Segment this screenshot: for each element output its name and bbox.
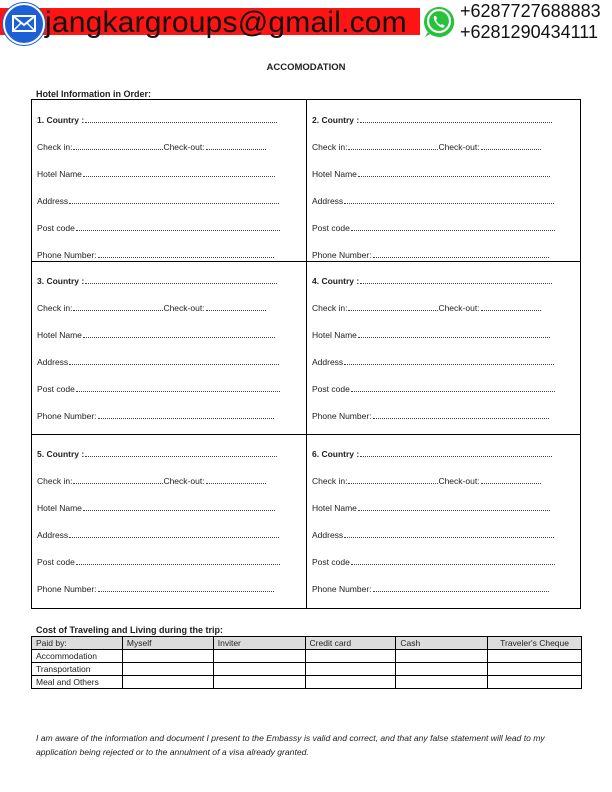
hotel-field-row: [37, 411, 274, 421]
hotel-field-row: [312, 530, 554, 540]
country-field[interactable]: [85, 116, 277, 123]
contact-email[interactable]: jangkargroups@gmail.com: [45, 6, 407, 39]
check-out-field[interactable]: [206, 477, 266, 484]
post-code-field[interactable]: [351, 385, 555, 392]
hotel-field-row: [312, 584, 549, 594]
address-field[interactable]: [344, 358, 554, 365]
country-field[interactable]: [360, 450, 552, 457]
address-field[interactable]: [69, 531, 279, 538]
row-label: Meal and Others: [32, 676, 123, 689]
hotel-name-field[interactable]: [358, 170, 550, 177]
hotel-field-row: [37, 357, 279, 367]
hotel-field-row: [312, 115, 552, 125]
hotel-name-label: Hotel Name: [37, 169, 82, 179]
hotel-field-row: [37, 115, 277, 125]
cost-table-header: [32, 637, 582, 650]
hotel-field-row: [37, 449, 277, 459]
input-cell[interactable]: [213, 650, 305, 663]
check-out-label: Check-out:: [438, 476, 480, 486]
hotel-section-label: Hotel Information in Order:: [36, 89, 152, 99]
hotel-name-field[interactable]: [83, 170, 275, 177]
grid-divider-row1: [32, 261, 580, 262]
address-label: Address: [312, 196, 344, 206]
input-cell[interactable]: [213, 676, 305, 689]
input-cell[interactable]: [488, 663, 582, 676]
country-field[interactable]: [360, 116, 552, 123]
input-cell[interactable]: [396, 676, 488, 689]
phone-number-label: Phone Number:: [37, 411, 97, 421]
hotel-name-label: Hotel Name: [37, 330, 82, 340]
phone-number-field[interactable]: [373, 412, 549, 419]
input-cell[interactable]: [305, 663, 396, 676]
check-out-label: Check-out:: [438, 142, 480, 152]
phone-number-field[interactable]: [373, 251, 549, 258]
post-code-label: Post code: [312, 223, 350, 233]
hotel-field-row: [37, 503, 275, 513]
country-label: 3. Country :: [37, 276, 85, 286]
row-label: Transportation: [32, 663, 123, 676]
post-code-field[interactable]: [76, 385, 280, 392]
hotel-field-row: [37, 530, 279, 540]
address-label: Address: [312, 357, 344, 367]
hotel-field-row: [312, 196, 554, 206]
hotel-field-row: [312, 142, 541, 152]
country-label: 1. Country :: [37, 115, 85, 125]
phone-number-field[interactable]: [98, 585, 274, 592]
phone-number-field[interactable]: [373, 585, 549, 592]
grid-divider-row2: [32, 434, 580, 435]
check-out-label: Check-out:: [163, 303, 205, 313]
hotel-field-row: [37, 250, 274, 260]
check-in-label: Check in:: [312, 303, 348, 313]
address-field[interactable]: [344, 197, 554, 204]
hotel-field-row: [37, 584, 274, 594]
check-in-label: Check in:: [312, 142, 348, 152]
input-cell[interactable]: [305, 676, 396, 689]
check-in-field[interactable]: [348, 477, 438, 484]
hotel-field-row: [312, 503, 550, 513]
post-code-field[interactable]: [351, 224, 555, 231]
address-field[interactable]: [69, 197, 279, 204]
hotel-name-field[interactable]: [83, 331, 275, 338]
address-label: Address: [37, 530, 69, 540]
hotel-info-grid: [31, 99, 581, 609]
hotel-field-row: [312, 557, 555, 567]
hotel-field-row: [312, 303, 541, 313]
check-in-field[interactable]: [73, 477, 163, 484]
country-field[interactable]: [85, 277, 277, 284]
table-row: [32, 663, 582, 676]
contact-phones: [460, 1, 601, 43]
hotel-field-row: [37, 476, 266, 486]
hotel-name-label: Hotel Name: [312, 330, 357, 340]
country-label: 6. Country :: [312, 449, 360, 459]
post-code-field[interactable]: [76, 558, 280, 565]
input-cell[interactable]: [488, 650, 582, 663]
phone-number-label: Phone Number:: [312, 250, 372, 260]
grid-divider-vertical: [306, 100, 307, 608]
input-cell[interactable]: [488, 676, 582, 689]
header-cell: Traveler's Cheque: [488, 637, 582, 650]
check-in-label: Check in:: [37, 142, 73, 152]
country-label: 2. Country :: [312, 115, 360, 125]
hotel-field-row: [312, 411, 549, 421]
check-out-field[interactable]: [481, 477, 541, 484]
input-cell[interactable]: [396, 663, 488, 676]
declaration-statement: I am aware of the information and document I present to the Embassy is valid and correct, and that any false statement will lead to my application being rejected or to the annulment of a visa already granted.: [36, 733, 545, 757]
post-code-field[interactable]: [351, 558, 555, 565]
header-cell: Paid by:: [32, 637, 123, 650]
phone-number-field[interactable]: [98, 251, 274, 258]
country-field[interactable]: [360, 277, 552, 284]
check-out-label: Check-out:: [163, 142, 205, 152]
hotel-field-row: [37, 276, 277, 286]
header-cell: Credit card: [305, 637, 396, 650]
mail-icon: [3, 3, 45, 45]
phone-number-label: Phone Number:: [312, 584, 372, 594]
country-field[interactable]: [85, 450, 277, 457]
phone-number-label: Phone Number:: [37, 584, 97, 594]
check-in-field[interactable]: [348, 143, 438, 150]
post-code-label: Post code: [312, 384, 350, 394]
address-label: Address: [37, 357, 69, 367]
contact-banner: [0, 0, 612, 48]
hotel-field-row: [37, 303, 266, 313]
address-label: Address: [37, 196, 69, 206]
input-cell[interactable]: [213, 663, 305, 676]
hotel-name-field[interactable]: [83, 504, 275, 511]
hotel-field-row: [312, 384, 555, 394]
address-field[interactable]: [344, 531, 554, 538]
hotel-name-field[interactable]: [358, 331, 550, 338]
hotel-name-label: Hotel Name: [312, 169, 357, 179]
input-cell[interactable]: [122, 650, 213, 663]
hotel-field-row: [312, 330, 550, 340]
hotel-field-row: [312, 476, 541, 486]
post-code-label: Post code: [312, 557, 350, 567]
input-cell[interactable]: [396, 650, 488, 663]
contact-phone-1[interactable]: +6287727688883: [460, 1, 601, 21]
check-in-label: Check in:: [37, 303, 73, 313]
check-out-label: Check-out:: [163, 476, 205, 486]
hotel-field-row: [312, 169, 550, 179]
hotel-field-row: [312, 449, 552, 459]
check-out-field[interactable]: [206, 143, 266, 150]
check-out-field[interactable]: [481, 143, 541, 150]
hotel-field-row: [312, 250, 549, 260]
check-in-label: Check in:: [312, 476, 348, 486]
address-label: Address: [312, 530, 344, 540]
phone-number-label: Phone Number:: [37, 250, 97, 260]
post-code-label: Post code: [37, 223, 75, 233]
table-row: [32, 676, 582, 689]
contact-phone-2[interactable]: +6281290434111: [460, 22, 598, 42]
check-out-field[interactable]: [206, 304, 266, 311]
post-code-label: Post code: [37, 384, 75, 394]
hotel-field-row: [37, 196, 279, 206]
check-in-field[interactable]: [348, 304, 438, 311]
header-cell: Cash: [396, 637, 488, 650]
check-in-field[interactable]: [73, 304, 163, 311]
post-code-field[interactable]: [76, 224, 280, 231]
post-code-label: Post code: [37, 557, 75, 567]
check-out-label: Check-out:: [438, 303, 480, 313]
hotel-field-row: [37, 142, 266, 152]
whatsapp-icon: [422, 5, 456, 39]
row-label: Accommodation: [32, 650, 123, 663]
phone-number-label: Phone Number:: [312, 411, 372, 421]
input-cell[interactable]: [122, 676, 213, 689]
country-label: 4. Country :: [312, 276, 360, 286]
hotel-field-row: [37, 223, 280, 233]
check-in-label: Check in:: [37, 476, 73, 486]
input-cell[interactable]: [305, 650, 396, 663]
cost-table: [31, 636, 582, 689]
hotel-field-row: [37, 169, 275, 179]
document-title: ACCOMODATION: [266, 62, 346, 73]
hotel-field-row: [37, 557, 280, 567]
input-cell[interactable]: [122, 663, 213, 676]
country-label: 5. Country :: [37, 449, 85, 459]
cost-section-label: Cost of Traveling and Living during the trip:: [36, 625, 224, 635]
hotel-name-label: Hotel Name: [37, 503, 82, 513]
hotel-field-row: [312, 223, 555, 233]
check-in-field[interactable]: [73, 143, 163, 150]
phone-number-field[interactable]: [98, 412, 274, 419]
hotel-field-row: [37, 330, 275, 340]
address-field[interactable]: [69, 358, 279, 365]
check-out-field[interactable]: [481, 304, 541, 311]
hotel-name-label: Hotel Name: [312, 503, 357, 513]
hotel-field-row: [312, 357, 554, 367]
table-row: [32, 650, 582, 663]
hotel-name-field[interactable]: [358, 504, 550, 511]
hotel-field-row: [37, 384, 280, 394]
header-cell: Inviter: [213, 637, 305, 650]
header-cell: Myself: [122, 637, 213, 650]
hotel-field-row: [312, 276, 552, 286]
